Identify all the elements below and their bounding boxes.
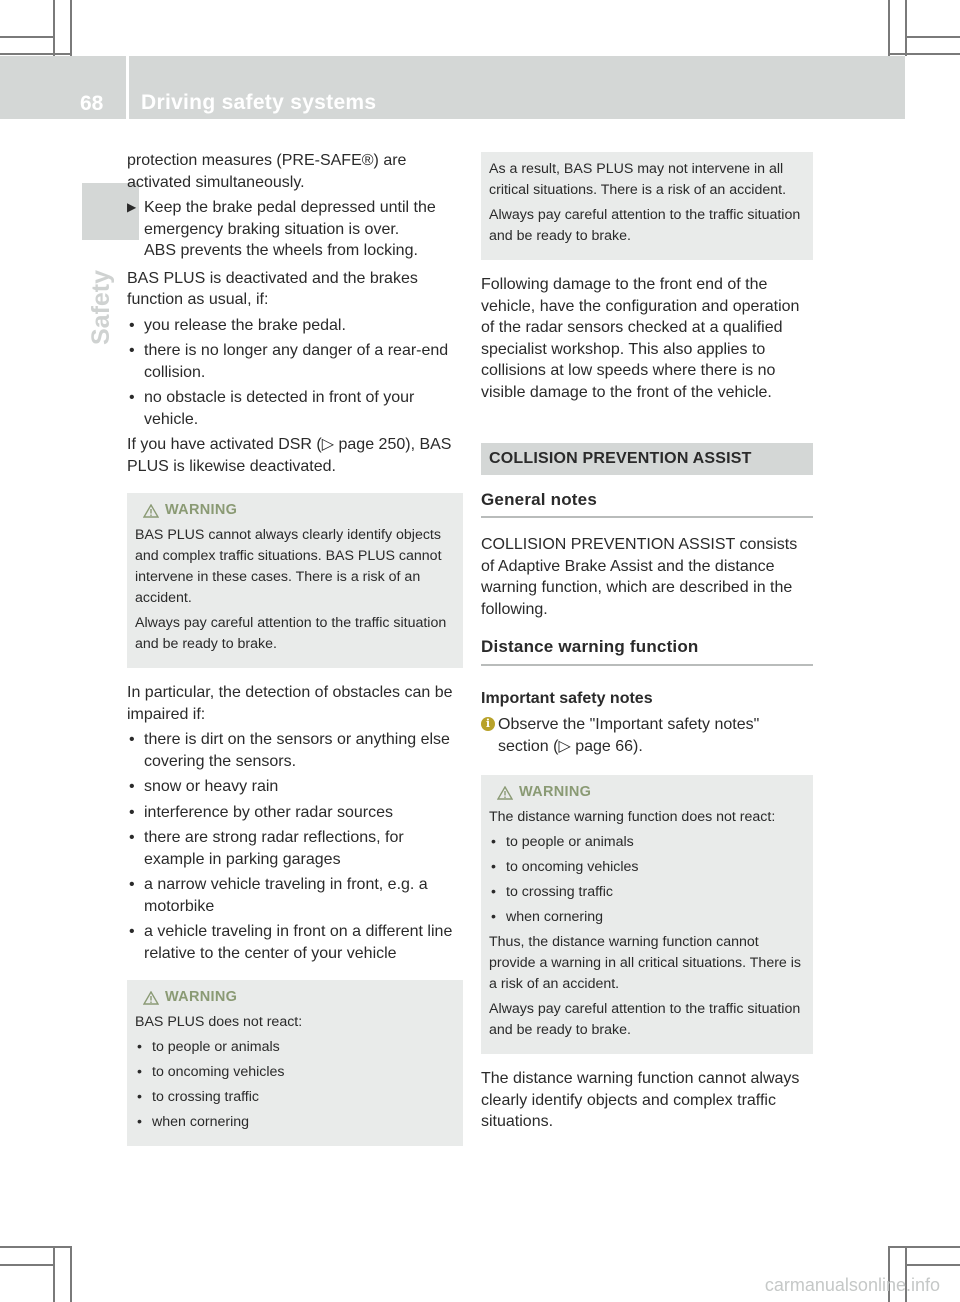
warning-header bbox=[135, 987, 455, 1008]
crop-mark bbox=[70, 0, 72, 56]
warning-triangle-icon bbox=[497, 786, 513, 800]
list-item: • you release the brake pedal. bbox=[127, 315, 463, 337]
warning-label: WARNING bbox=[519, 784, 592, 800]
subheading-minor: Important safety notes bbox=[481, 689, 653, 707]
list-item: • to crossing traffic bbox=[135, 1087, 455, 1108]
warning-header bbox=[135, 500, 455, 521]
list-item: • a vehicle traveling in front on a different line relative to the center of your vehicle bbox=[127, 921, 463, 964]
warning-text: Always pay careful attention to the traffic situation and be ready to brake. bbox=[489, 207, 801, 244]
header-separator bbox=[126, 56, 129, 119]
crop-mark bbox=[888, 53, 960, 55]
list-item: • to oncoming vehicles bbox=[135, 1062, 455, 1083]
crop-mark bbox=[0, 1246, 72, 1248]
bullet-list bbox=[127, 315, 463, 431]
subheading: General notes bbox=[481, 489, 813, 519]
right-column bbox=[481, 150, 813, 1133]
side-tab-label: Safety bbox=[87, 269, 115, 345]
warning-header bbox=[489, 782, 805, 803]
crop-mark bbox=[888, 1246, 960, 1248]
list-item: • to people or animals bbox=[135, 1037, 455, 1058]
list-item: • to oncoming vehicles bbox=[489, 857, 805, 878]
paragraph: Following damage to the front end of the vehicle, have the configuration and operation of the radar sensors checked at a qualified specialist workshop. This also applies to collisions at low speeds where there is no visible damage to the front of the vehicle. bbox=[481, 276, 800, 401]
list-item: • interference by other radar sources bbox=[127, 802, 463, 824]
paragraph: The distance warning function cannot always clearly identify objects and complex traffic situations. bbox=[481, 1070, 800, 1130]
watermark: carmanualsonline.info bbox=[764, 1275, 940, 1295]
warning-text: BAS PLUS cannot always clearly identify objects and complex traffic situations. BAS PLUS cannot intervene in these cases. There is a risk of an accident. bbox=[135, 527, 442, 606]
warning-box bbox=[127, 493, 463, 668]
info-icon: i bbox=[481, 717, 495, 731]
list-item: • there are strong radar reflections, for example in parking garages bbox=[127, 827, 463, 870]
left-column bbox=[127, 150, 463, 1160]
warning-text: Thus, the distance warning function cannot provide a warning in all critical situations. There is a risk of an accident. bbox=[489, 934, 802, 992]
list-item: • snow or heavy rain bbox=[127, 776, 463, 798]
warning-box bbox=[481, 775, 813, 1054]
chapter-title: Driving safety systems bbox=[141, 91, 377, 114]
list-item: • there is no longer any danger of a rear-end collision. bbox=[127, 340, 463, 383]
crop-mark bbox=[53, 1246, 55, 1302]
info-note bbox=[481, 714, 813, 757]
crop-mark bbox=[0, 36, 55, 38]
list-item: • a narrow vehicle traveling in front, e.g. a motorbike bbox=[127, 874, 463, 917]
crop-mark bbox=[70, 1246, 72, 1302]
warning-text: BAS PLUS does not react: bbox=[135, 1014, 303, 1030]
crop-mark bbox=[905, 36, 960, 38]
warning-bullet-list bbox=[135, 1037, 455, 1133]
page-header-bar bbox=[0, 56, 905, 119]
bullet-list bbox=[127, 729, 463, 964]
paragraph: BAS PLUS is deactivated and the brakes function as usual, if: bbox=[127, 269, 418, 308]
list-item: • when cornering bbox=[135, 1112, 455, 1133]
warning-label: WARNING bbox=[165, 989, 238, 1005]
paragraph: If you have activated DSR (▷ page 250), BAS PLUS is likewise deactivated. bbox=[127, 436, 452, 475]
list-item: • there is dirt on the sensors or anything else covering the sensors. bbox=[127, 729, 463, 772]
paragraph: In particular, the detection of obstacles can be impaired if: bbox=[127, 684, 453, 723]
list-item: • no obstacle is detected in front of your vehicle. bbox=[127, 387, 463, 430]
warning-label: WARNING bbox=[165, 502, 238, 518]
instruction-step bbox=[127, 197, 463, 262]
warning-text: Always pay careful attention to the traffic situation and be ready to brake. bbox=[489, 1001, 801, 1038]
warning-text: Always pay careful attention to the traffic situation and be ready to brake. bbox=[135, 615, 447, 652]
section-heading: COLLISION PREVENTION ASSIST bbox=[481, 443, 813, 475]
warning-triangle-icon bbox=[143, 504, 159, 518]
page-number: 68 bbox=[80, 92, 104, 115]
crop-mark bbox=[0, 53, 72, 55]
warning-text: As a result, BAS PLUS may not intervene in all critical situations. There is a risk of an accident. bbox=[489, 161, 787, 198]
step-arrow-icon: ▶ bbox=[127, 200, 137, 214]
info-text: Observe the "Important safety notes" section (▷ page 66). bbox=[498, 716, 760, 755]
paragraph: COLLISION PREVENTION ASSIST consists of Adaptive Brake Assist and the distance warning function, which are described in the following. bbox=[481, 536, 798, 618]
warning-box bbox=[127, 980, 463, 1146]
crop-mark bbox=[905, 1264, 960, 1266]
paragraph: protection measures (PRE-SAFE®) are activated simultaneously. bbox=[127, 152, 407, 191]
list-item: • to people or animals bbox=[489, 832, 805, 853]
warning-box-continued bbox=[481, 152, 813, 260]
list-item: • to crossing traffic bbox=[489, 882, 805, 903]
warning-text: The distance warning function does not react: bbox=[489, 809, 776, 825]
warning-triangle-icon bbox=[143, 991, 159, 1005]
crop-mark bbox=[0, 1264, 55, 1266]
warning-bullet-list bbox=[489, 832, 805, 928]
step-result: ABS prevents the wheels from locking. bbox=[144, 242, 418, 259]
step-text: Keep the brake pedal depressed until the emergency braking situation is over. bbox=[144, 199, 436, 238]
crop-mark bbox=[888, 0, 890, 56]
crop-mark bbox=[905, 0, 907, 56]
subheading: Distance warning function bbox=[481, 636, 813, 666]
crop-mark bbox=[53, 0, 55, 56]
list-item: • when cornering bbox=[489, 907, 805, 928]
